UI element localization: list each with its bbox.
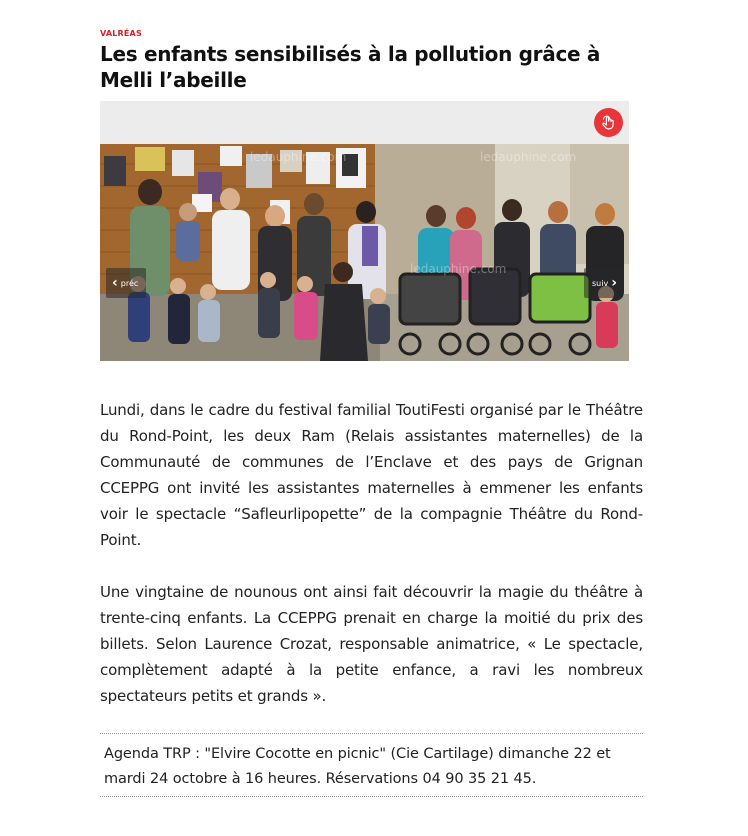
chevron-left-icon: ‹ [112,275,118,291]
article-paragraph: Une vingtaine de nounous ont ainsi fait découvrir la magie du théâtre à trente-cinq enfants. La CCEPPG prenait en charge la moitié du prix des billets. Selon Laurence Crozat, responsable animatrice, « Le spectacle, complètement adapté à la petite enfance, a ravi les nombreux spectateurs petits et grands ». [100,583,643,705]
agenda-text: Agenda TRP : "Elvire Cocotte en picnic" (Cie Cartilage) dimanche 22 et mardi 24 octobre à 16 heures. Réservations 04 90 35 21 45. [104,746,611,787]
article-headline: Les enfants sensibilisés à la pollution grâce à Melli l’abeille [100,42,601,92]
gallery-photo[interactable] [100,144,629,361]
touch-gallery-button[interactable] [594,108,623,137]
gallery-prev-label: préc [120,278,139,288]
photo-watermark: ledauphine.com [480,150,577,164]
chevron-right-icon: › [611,275,617,291]
group-photo-illustration [100,144,629,361]
photo-watermark: ledauphine.com [410,262,507,276]
article-kicker: VALRÉAS [100,29,142,38]
hand-pointer-icon [600,114,617,131]
article-paragraph: Lundi, dans le cadre du festival familial ToutiFesti organisé par le Théâtre du Rond-Point, les deux Ram (Relais assistantes maternelles) de la Communauté de communes de l’Enclave et des pays de Grignan CCEPPG ont invité les assistantes maternelles à emmener les enfants voir le spectacle “Safleurlipopette” de la compagnie Théâtre du Rond-Point. [100,401,643,549]
gallery-next-button[interactable] [584,268,623,298]
gallery-header-bar [100,101,629,144]
agenda-box [100,733,643,797]
photo-watermark: ledauphine.com [250,150,347,164]
gallery-prev-button[interactable] [106,268,146,298]
gallery-next-label: suiv [592,278,609,288]
